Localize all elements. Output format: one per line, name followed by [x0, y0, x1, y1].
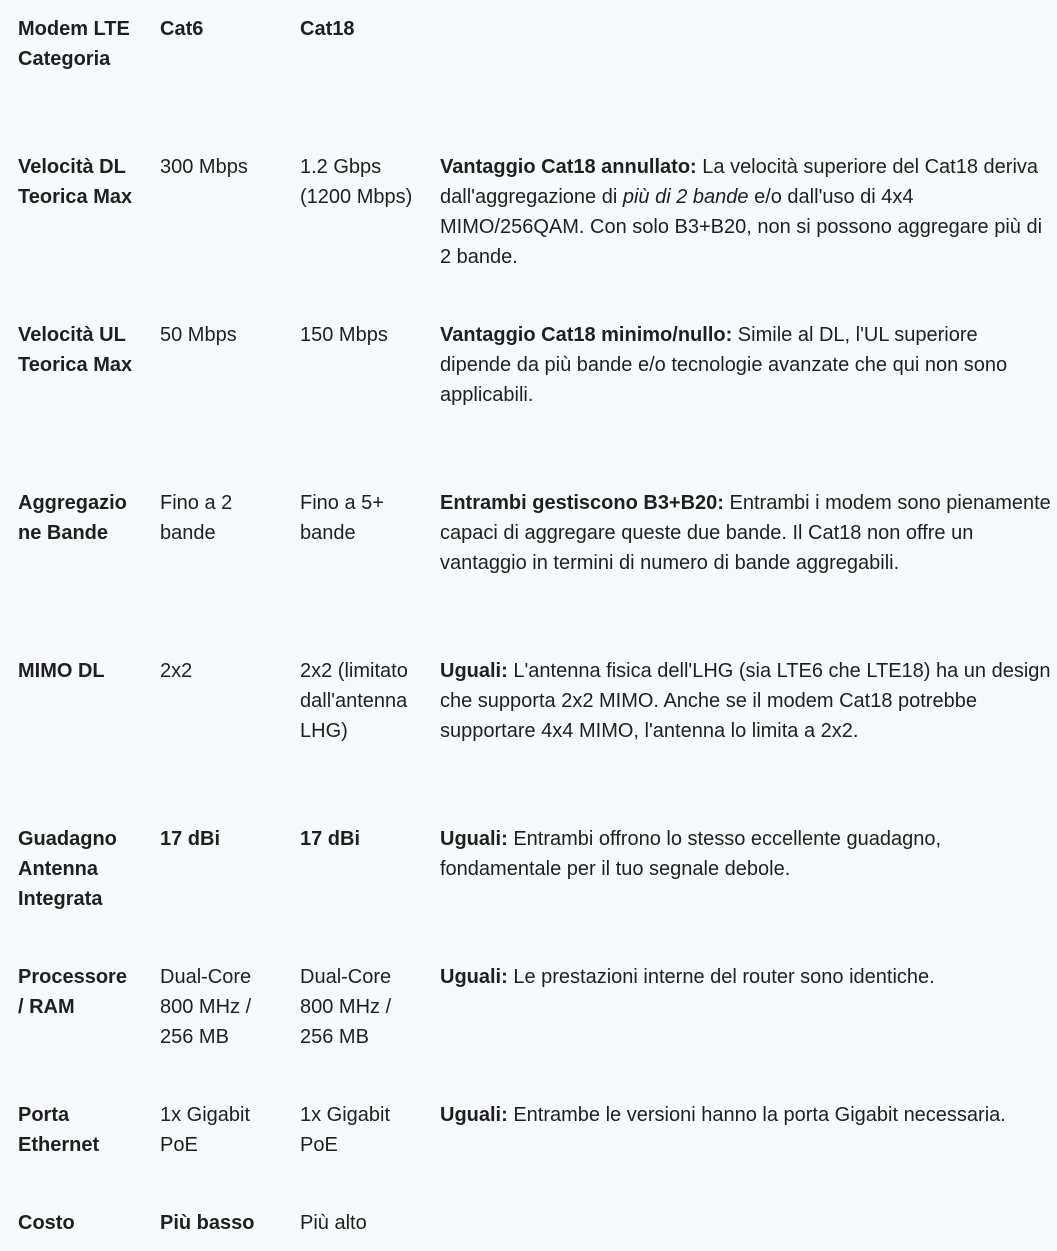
- note-emphasis: più di 2 bande: [622, 186, 749, 208]
- note-text: Entrambe le versioni hanno la porta Gigabit necessaria.: [507, 1104, 1006, 1126]
- row-label: Velocità UL Teorica Max: [18, 324, 133, 376]
- note-text: Simile al DL, l'UL superiore dipende da più bande e/o tecnologie avanzate che qui non sono applicabili.: [440, 324, 1008, 406]
- row-label: Costo: [18, 1212, 75, 1234]
- cat18-value: 2x2 (limitato dall'antenna LHG): [300, 660, 408, 742]
- cat18-value: Dual-Core 800 MHz / 256 MB: [300, 966, 392, 1048]
- cat18-value: 17 dBi: [300, 828, 361, 850]
- cat6-value: Dual-Core 800 MHz / 256 MB: [160, 966, 252, 1048]
- cat6-value: Più basso: [160, 1212, 255, 1234]
- cat18-value: Più alto: [300, 1212, 367, 1234]
- cat6-value: Fino a 2 bande: [160, 492, 233, 544]
- row-note: [440, 152, 1052, 272]
- cat6-value: 2x2: [160, 660, 193, 682]
- cat6-value: 300 Mbps: [160, 156, 248, 178]
- row-label: Aggregazione Bande: [18, 492, 127, 544]
- row-note: [440, 656, 1052, 746]
- note-lead: Entrambi gestiscono B3+B20:: [440, 492, 724, 514]
- note-text: Le prestazioni interne del router sono identiche.: [507, 966, 935, 988]
- row-note: [440, 488, 1052, 578]
- cat6-value: 50 Mbps: [160, 324, 237, 346]
- note-lead: Uguali:: [440, 1104, 508, 1126]
- row-label: Velocità DL Teorica Max: [18, 156, 133, 208]
- cat18-value: Fino a 5+ bande: [300, 492, 384, 544]
- note-lead: Vantaggio Cat18 minimo/nullo:: [440, 324, 733, 346]
- row-note: [440, 962, 1052, 992]
- cat6-value: 1x Gigabit PoE: [160, 1104, 251, 1156]
- cat18-value: 150 Mbps: [300, 324, 388, 346]
- row-label: Porta Ethernet: [18, 1104, 100, 1156]
- note-text: e/o dall'uso di 4x4 MIMO/256QAM. Con solo B3+B20, non si possono aggregare più di 2 bande.: [440, 186, 1043, 268]
- row-note: [440, 824, 1052, 884]
- row-label: Guadagno Antenna Integrata: [18, 828, 117, 910]
- note-lead: Uguali:: [440, 966, 508, 988]
- note-text: Entrambi offrono lo stesso eccellente guadagno, fondamentale per il tuo segnale debole.: [440, 828, 942, 880]
- header-cat6: Cat6: [160, 18, 204, 40]
- note-lead: Uguali:: [440, 660, 508, 682]
- note-lead: Uguali:: [440, 828, 508, 850]
- note-text: La velocità superiore del Cat18 deriva dall'aggregazione di: [440, 156, 1039, 208]
- cat6-value: 17 dBi: [160, 828, 221, 850]
- header-cat18: Cat18: [300, 18, 355, 40]
- row-label: Processore / RAM: [18, 966, 127, 1018]
- header-label: Modem LTE Categoria: [18, 18, 130, 70]
- row-note: [440, 1100, 1052, 1130]
- cat18-value: 1.2 Gbps (1200 Mbps): [300, 156, 413, 208]
- cat18-value: 1x Gigabit PoE: [300, 1104, 391, 1156]
- row-label: MIMO DL: [18, 660, 105, 682]
- note-text: Entrambi i modem sono pienamente capaci di aggregare queste due bande. Il Cat18 non offre un vantaggio in termini di numero di bande aggregabili.: [440, 492, 1051, 574]
- note-text: L'antenna fisica dell'LHG (sia LTE6 che LTE18) ha un design che supporta 2x2 MIMO. Anche se il modem Cat18 potrebbe supportare 4x4 MIMO, l'antenna lo limita a 2x2.: [440, 660, 1051, 742]
- row-note: [440, 320, 1052, 410]
- note-lead: Vantaggio Cat18 annullato:: [440, 156, 697, 178]
